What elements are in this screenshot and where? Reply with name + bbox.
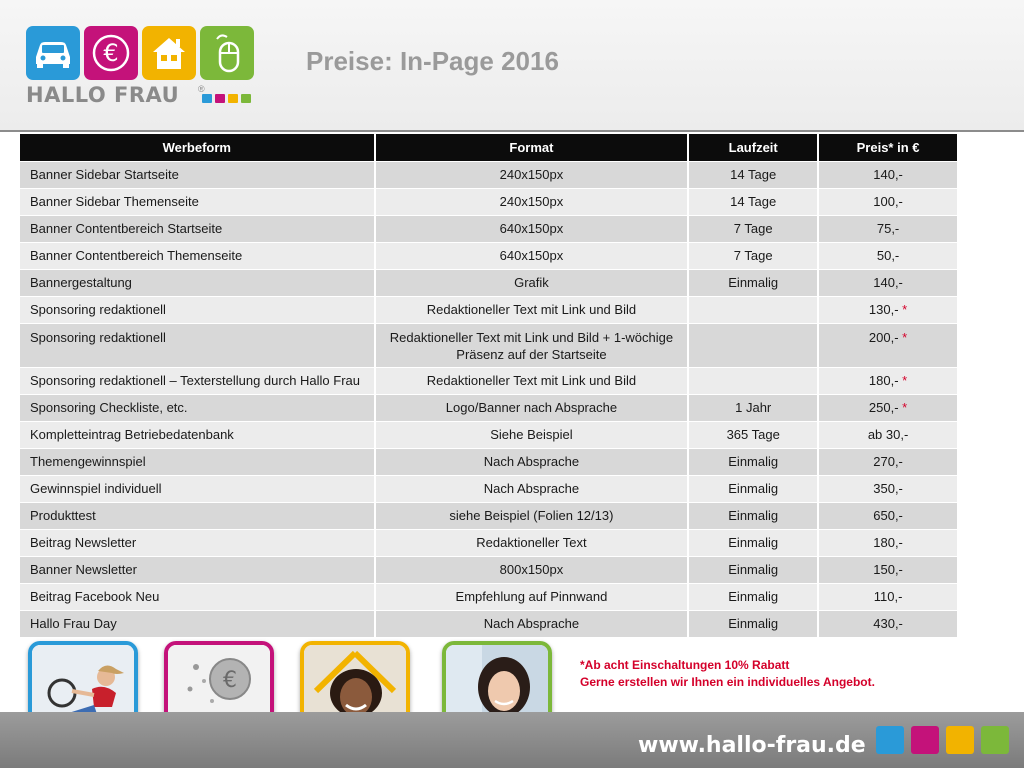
cell-format: Redaktioneller Text bbox=[375, 529, 689, 556]
cell-werbeform: Banner Sidebar Themenseite bbox=[20, 188, 375, 215]
cell-laufzeit: Einmalig bbox=[688, 502, 818, 529]
cell-laufzeit bbox=[688, 367, 818, 394]
table-row bbox=[20, 475, 958, 502]
cell-laufzeit: 14 Tage bbox=[688, 188, 818, 215]
cell-laufzeit bbox=[688, 296, 818, 323]
table-row bbox=[20, 323, 958, 367]
table-row bbox=[20, 161, 958, 188]
cell-format: 640x150px bbox=[375, 215, 689, 242]
table-row bbox=[20, 610, 958, 637]
car-icon bbox=[26, 26, 80, 80]
cell-preis bbox=[818, 323, 958, 367]
cell-preis bbox=[818, 502, 958, 529]
cell-laufzeit: 365 Tage bbox=[688, 421, 818, 448]
price-asterisk: * bbox=[902, 329, 908, 345]
table-row bbox=[20, 367, 958, 394]
price-value: 430,- bbox=[873, 616, 903, 632]
cell-laufzeit bbox=[688, 323, 818, 367]
price-value: 650,- bbox=[873, 508, 903, 523]
cell-laufzeit: 7 Tage bbox=[688, 215, 818, 242]
cell-format: 800x150px bbox=[375, 556, 689, 583]
cell-format: Nach Absprache bbox=[375, 610, 689, 637]
cell-format: Grafik bbox=[375, 269, 689, 296]
table-row bbox=[20, 188, 958, 215]
cell-laufzeit: Einmalig bbox=[688, 448, 818, 475]
cell-laufzeit: Einmalig bbox=[688, 269, 818, 296]
price-asterisk: * bbox=[902, 400, 908, 415]
table-row bbox=[20, 215, 958, 242]
cell-preis bbox=[818, 269, 958, 296]
cell-preis bbox=[818, 367, 958, 394]
discount-note-line-1: *Ab acht Einschaltungen 10% Rabatt bbox=[580, 658, 790, 672]
cell-werbeform: Themengewinnspiel bbox=[20, 448, 375, 475]
cell-format: Redaktioneller Text mit Link und Bild bbox=[375, 296, 689, 323]
table-row bbox=[20, 394, 958, 421]
cell-format: Redaktioneller Text mit Link und Bild bbox=[375, 367, 689, 394]
table-row bbox=[20, 269, 958, 296]
price-table bbox=[20, 134, 959, 637]
cell-werbeform: Sponsoring redaktionell bbox=[20, 296, 375, 323]
table-row bbox=[20, 583, 958, 610]
cell-werbeform: Banner Sidebar Startseite bbox=[20, 161, 375, 188]
cell-format: siehe Beispiel (Folien 12/13) bbox=[375, 502, 689, 529]
cell-preis bbox=[818, 215, 958, 242]
cell-werbeform: Beitrag Facebook Neu bbox=[20, 583, 375, 610]
cell-werbeform: Beitrag Newsletter bbox=[20, 529, 375, 556]
price-value: 100,- bbox=[873, 194, 903, 209]
price-asterisk: * bbox=[902, 373, 908, 388]
cell-laufzeit: 1 Jahr bbox=[688, 394, 818, 421]
cell-preis bbox=[818, 556, 958, 583]
price-value: ab 30,- bbox=[867, 427, 909, 442]
cell-format: Nach Absprache bbox=[375, 475, 689, 502]
cell-format: Redaktioneller Text mit Link und Bild + 1-wöchige Präsenz auf der Startseite bbox=[375, 323, 689, 367]
slide-header bbox=[0, 0, 1024, 132]
table-row bbox=[20, 421, 958, 448]
footer-square-blue bbox=[876, 726, 904, 754]
table-row bbox=[20, 556, 958, 583]
cell-preis bbox=[818, 161, 958, 188]
website-url[interactable]: www.hallo-frau.de bbox=[638, 733, 866, 758]
price-value: 180,- bbox=[868, 373, 899, 388]
table-row bbox=[20, 502, 958, 529]
cell-werbeform: Gewinnspiel individuell bbox=[20, 475, 375, 502]
cell-format: Siehe Beispiel bbox=[375, 421, 689, 448]
column-header-preis: Preis* in € bbox=[818, 134, 958, 161]
cell-format: Empfehlung auf Pinnwand bbox=[375, 583, 689, 610]
euro-icon bbox=[84, 26, 138, 80]
price-value: 130,- bbox=[868, 302, 899, 317]
cell-werbeform: Banner Contentbereich Themenseite bbox=[20, 242, 375, 269]
logo-color-dots bbox=[202, 94, 251, 103]
cell-preis bbox=[818, 448, 958, 475]
cell-format: 640x150px bbox=[375, 242, 689, 269]
cell-werbeform: Hallo Frau Day bbox=[20, 610, 375, 637]
cell-preis bbox=[818, 188, 958, 215]
cell-preis bbox=[818, 475, 958, 502]
hallo-frau-logo bbox=[26, 26, 256, 110]
cell-format: 240x150px bbox=[375, 188, 689, 215]
cell-werbeform: Banner Newsletter bbox=[20, 556, 375, 583]
page-title: Preise: In-Page 2016 bbox=[306, 46, 559, 76]
column-header-laufzeit: Laufzeit bbox=[688, 134, 818, 161]
price-value: 250,- bbox=[868, 400, 899, 415]
price-value: 75,- bbox=[876, 221, 900, 236]
column-header-format: Format bbox=[375, 134, 689, 161]
cell-preis bbox=[818, 583, 958, 610]
cell-werbeform: Sponsoring Checkliste, etc. bbox=[20, 394, 375, 421]
logo-wordmark: HALLO FRAU bbox=[26, 83, 180, 107]
table-row bbox=[20, 296, 958, 323]
price-value: 140,- bbox=[873, 275, 903, 290]
price-value: 50,- bbox=[876, 248, 900, 263]
cell-preis bbox=[818, 529, 958, 556]
footer-square-yellow bbox=[946, 726, 974, 754]
cell-format: Nach Absprache bbox=[375, 448, 689, 475]
cell-laufzeit: Einmalig bbox=[688, 583, 818, 610]
cell-laufzeit: Einmalig bbox=[688, 529, 818, 556]
table-row bbox=[20, 242, 958, 269]
cell-format: Logo/Banner nach Absprache bbox=[375, 394, 689, 421]
house-icon bbox=[142, 26, 196, 80]
cell-werbeform: Bannergestaltung bbox=[20, 269, 375, 296]
cell-preis bbox=[818, 296, 958, 323]
cell-werbeform: Produkttest bbox=[20, 502, 375, 529]
footer-square-green bbox=[981, 726, 1009, 754]
price-value: 200,- bbox=[868, 329, 899, 345]
cell-preis bbox=[818, 421, 958, 448]
table-row bbox=[20, 448, 958, 475]
price-value: 110,- bbox=[873, 589, 903, 604]
discount-note bbox=[580, 657, 875, 691]
price-value: 270,- bbox=[873, 454, 903, 469]
cell-format: 240x150px bbox=[375, 161, 689, 188]
cell-preis bbox=[818, 394, 958, 421]
cell-laufzeit: Einmalig bbox=[688, 475, 818, 502]
cell-werbeform: Kompletteintrag Betriebedatenbank bbox=[20, 421, 375, 448]
column-header-werbeform: Werbeform bbox=[20, 134, 375, 161]
footer-bar bbox=[0, 712, 1024, 768]
table-row bbox=[20, 529, 958, 556]
cell-laufzeit: Einmalig bbox=[688, 610, 818, 637]
discount-note-line-2: Gerne erstellen wir Ihnen ein individuelles Angebot. bbox=[580, 675, 875, 689]
footer-square-magenta bbox=[911, 726, 939, 754]
price-value: 350,- bbox=[873, 481, 903, 496]
registered-mark: ® bbox=[198, 84, 205, 94]
table-header-row bbox=[20, 134, 958, 161]
cell-laufzeit: Einmalig bbox=[688, 556, 818, 583]
table-body bbox=[20, 161, 958, 637]
cell-laufzeit: 14 Tage bbox=[688, 161, 818, 188]
cell-werbeform: Sponsoring redaktionell bbox=[20, 323, 375, 367]
cell-preis bbox=[818, 242, 958, 269]
cell-laufzeit: 7 Tage bbox=[688, 242, 818, 269]
svg-text:€: € bbox=[103, 39, 119, 67]
price-value: 140,- bbox=[873, 167, 903, 182]
mouse-icon bbox=[200, 26, 254, 80]
cell-preis bbox=[818, 610, 958, 637]
price-asterisk: * bbox=[902, 302, 908, 317]
cell-werbeform: Sponsoring redaktionell – Texterstellung durch Hallo Frau bbox=[20, 367, 375, 394]
svg-text:€: € bbox=[223, 668, 237, 693]
price-value: 180,- bbox=[873, 535, 903, 550]
price-value: 150,- bbox=[873, 562, 903, 577]
cell-werbeform: Banner Contentbereich Startseite bbox=[20, 215, 375, 242]
